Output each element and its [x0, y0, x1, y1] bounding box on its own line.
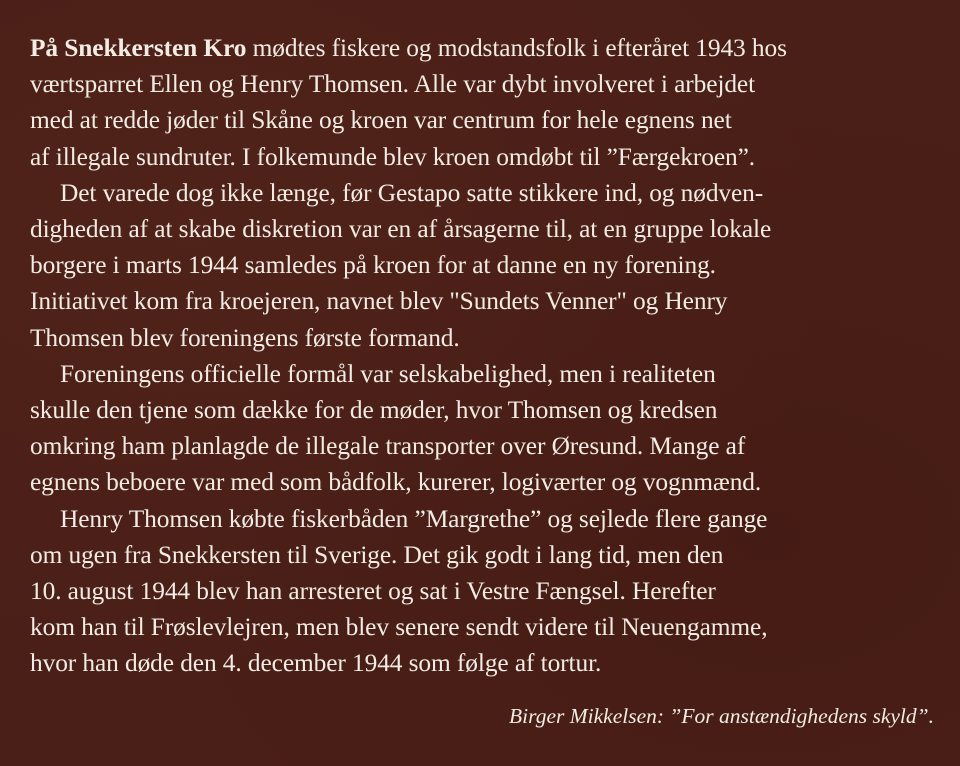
text-line: af illegale sundruter. I folkemunde blev kroen omdøbt til ”Færgekroen”.	[30, 142, 756, 171]
text-line: værtsparret Ellen og Henry Thomsen. Alle var dybt involveret i arbejdet	[30, 70, 756, 99]
body-text	[30, 30, 934, 682]
text-line: omkring ham planlagde de illegale transporter over Øresund. Mange af	[30, 432, 746, 461]
paragraph-2	[30, 175, 934, 356]
text-line: skulle den tjene som dække for de møder, hvor Thomsen og kredsen	[30, 396, 718, 425]
text-line: med at redde jøder til Skåne og kroen var centrum for hele egnens net	[30, 106, 732, 135]
text-line: Initiativet kom fra kroejeren, navnet blev "Sundets Venner" og Henry	[30, 287, 728, 316]
lead-phrase: På Snekkersten Kro	[30, 34, 247, 62]
text-line: 10. august 1944 blev han arresteret og sat i Vestre Fængsel. Herefter	[30, 577, 716, 606]
text-line: om ugen fra Snekkersten til Sverige. Det gik godt i lang tid, men den	[30, 540, 724, 569]
text-line: Foreningens officielle formål var selskabelighed, men i realiteten	[60, 359, 716, 388]
text-line: egnens beboere var med som bådfolk, kurerer, logiværter og vognmænd.	[30, 468, 762, 497]
paragraph-1	[30, 30, 934, 175]
text-line: borgere i marts 1944 samledes på kroen for at danne en ny forening.	[30, 251, 716, 280]
text-line: hvor han døde den 4. december 1944 som følge af tortur.	[30, 649, 602, 678]
paragraph-3	[30, 356, 934, 501]
text-line	[30, 30, 934, 66]
text-line: Henry Thomsen købte fiskerbåden ”Margrethe” og sejlede flere gange	[60, 504, 768, 533]
text-line: Det varede dog ikke længe, før Gestapo satte stikkere ind, og nødven-	[60, 178, 764, 207]
text-line: kom han til Frøslevlejren, men blev senere sendt videre til Neuengamme,	[30, 613, 768, 642]
text-line: Thomsen blev foreningens første formand.	[30, 323, 460, 352]
paragraph-4	[30, 501, 934, 682]
text-line-rest: mødtes fiskere og modstandsfolk i efteråret 1943 hos	[246, 34, 787, 62]
text-line: digheden af at skabe diskretion var en af årsagerne til, at en gruppe lokale	[30, 215, 772, 244]
source-attribution: Birger Mikkelsen: ”For anstændighedens skyld”.	[509, 704, 934, 728]
